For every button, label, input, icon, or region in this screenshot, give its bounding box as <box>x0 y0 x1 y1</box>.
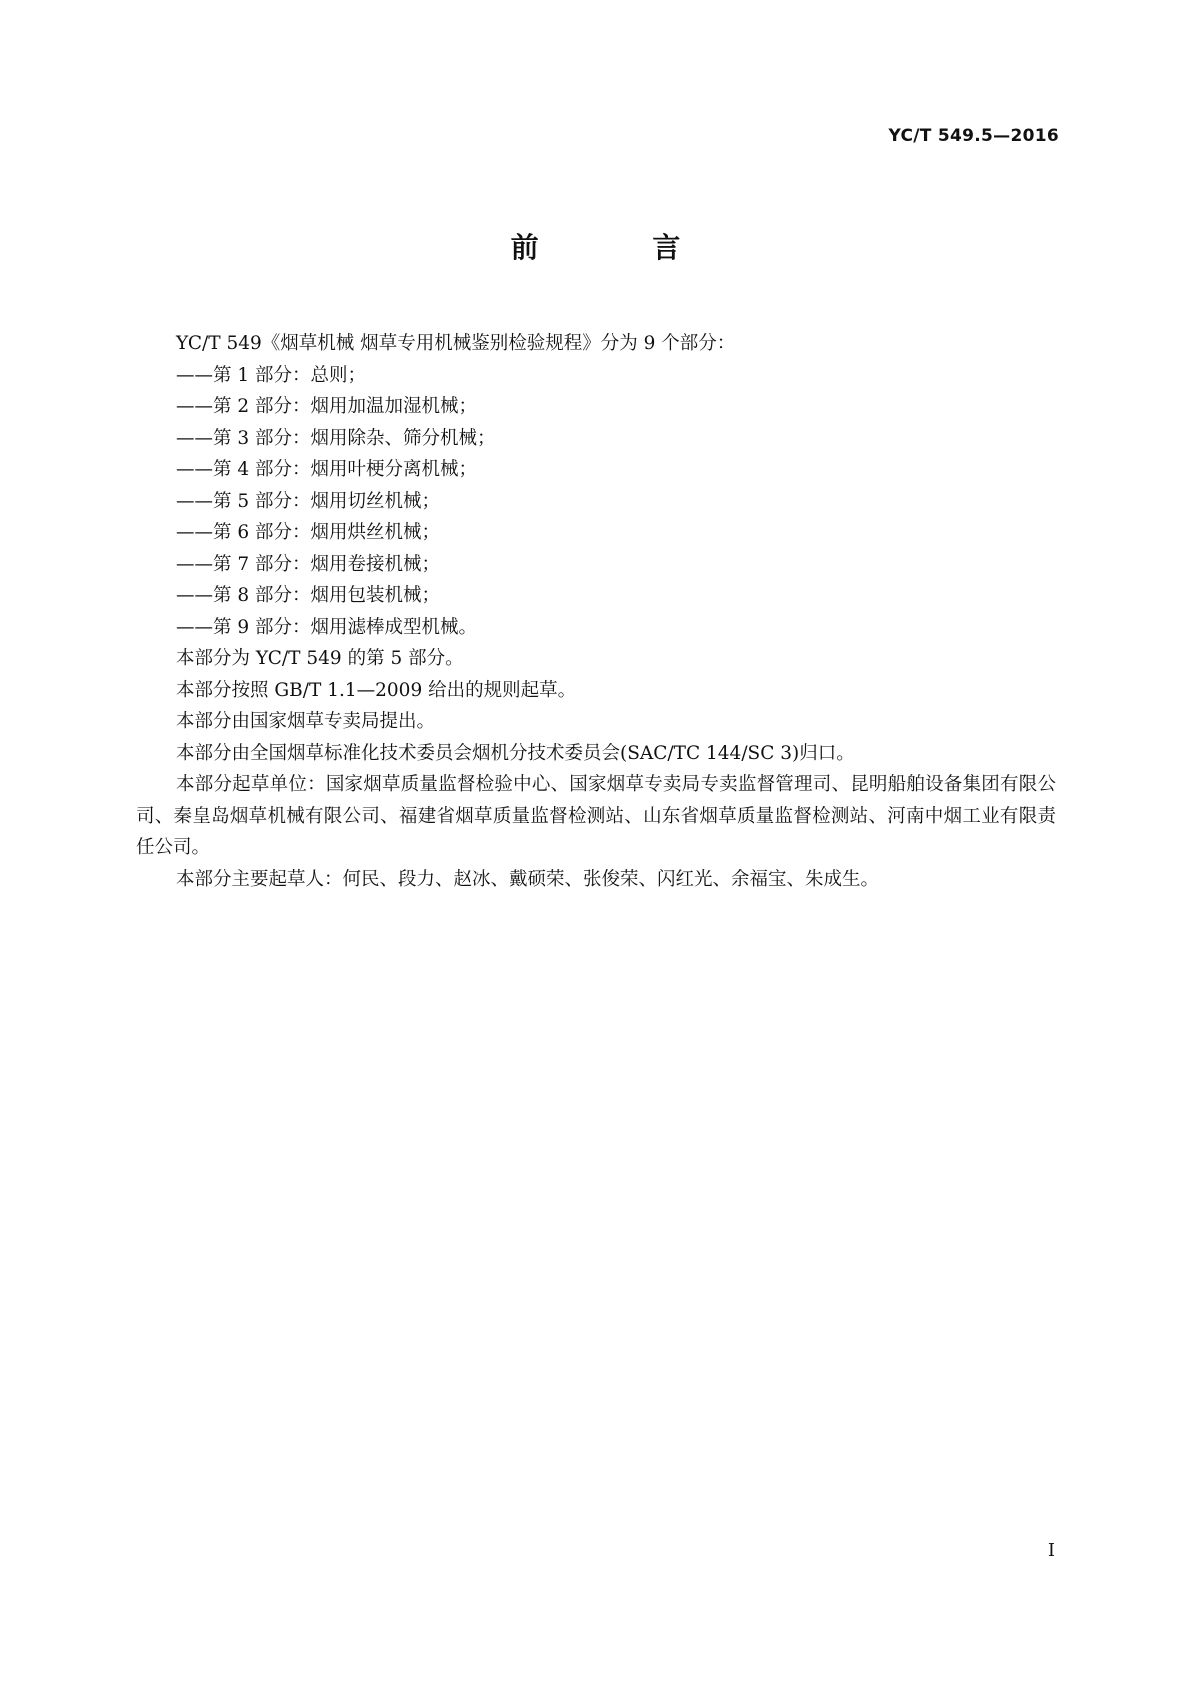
page-number: I <box>1047 1540 1055 1561</box>
drafting-units-paragraph: 本部分起草单位：国家烟草质量监督检验中心、国家烟草专卖局专卖监督管理司、昆明船舶设备集团有限公司、秦皇岛烟草机械有限公司、福建省烟草质量监督检测站、山东省烟草质量监督检测站、河南中烟工业有限责任公司。 <box>136 774 1056 858</box>
drafters-paragraph: 本部分主要起草人：何民、段力、赵冰、戴硕荣、张俊荣、闪红光、余福宝、朱成生。 <box>176 868 880 890</box>
foreword-body <box>136 328 1056 895</box>
list-item-part-4: ——第 4 部分：烟用叶梗分离机械； <box>176 459 478 480</box>
list-item-part-7: ——第 7 部分：烟用卷接机械； <box>176 553 441 575</box>
page-title: 前 言 <box>510 231 733 264</box>
proposer-paragraph: 本部分由国家烟草专卖局提出。 <box>176 711 436 732</box>
list-item-part-1: ——第 1 部分：总则； <box>176 364 367 386</box>
drafting-rules-paragraph: 本部分按照 GB/T 1.1—2009 给出的规则起草。 <box>176 679 577 701</box>
list-item-part-9: ——第 9 部分：烟用滤棒成型机械。 <box>176 616 478 638</box>
list-item-part-6: ——第 6 部分：烟用烘丝机械； <box>176 522 441 543</box>
standard-code: YC/T 549.5—2016 <box>888 126 1059 146</box>
list-item-part-8: ——第 8 部分：烟用包装机械； <box>176 585 441 606</box>
list-item-part-2: ——第 2 部分：烟用加温加湿机械； <box>176 396 478 417</box>
centralized-paragraph: 本部分由全国烟草标准化技术委员会烟机分技术委员会(SAC/TC 144/SC 3)归口。 <box>176 742 855 764</box>
part-statement-paragraph: 本部分为 YC/T 549 的第 5 部分。 <box>176 648 464 669</box>
intro-paragraph: YC/T 549《烟草机械 烟草专用机械鉴别检验规程》分为 9 个部分： <box>176 333 736 354</box>
list-item-part-5: ——第 5 部分：烟用切丝机械； <box>176 490 441 512</box>
list-item-part-3: ——第 3 部分：烟用除杂、筛分机械； <box>176 427 496 449</box>
